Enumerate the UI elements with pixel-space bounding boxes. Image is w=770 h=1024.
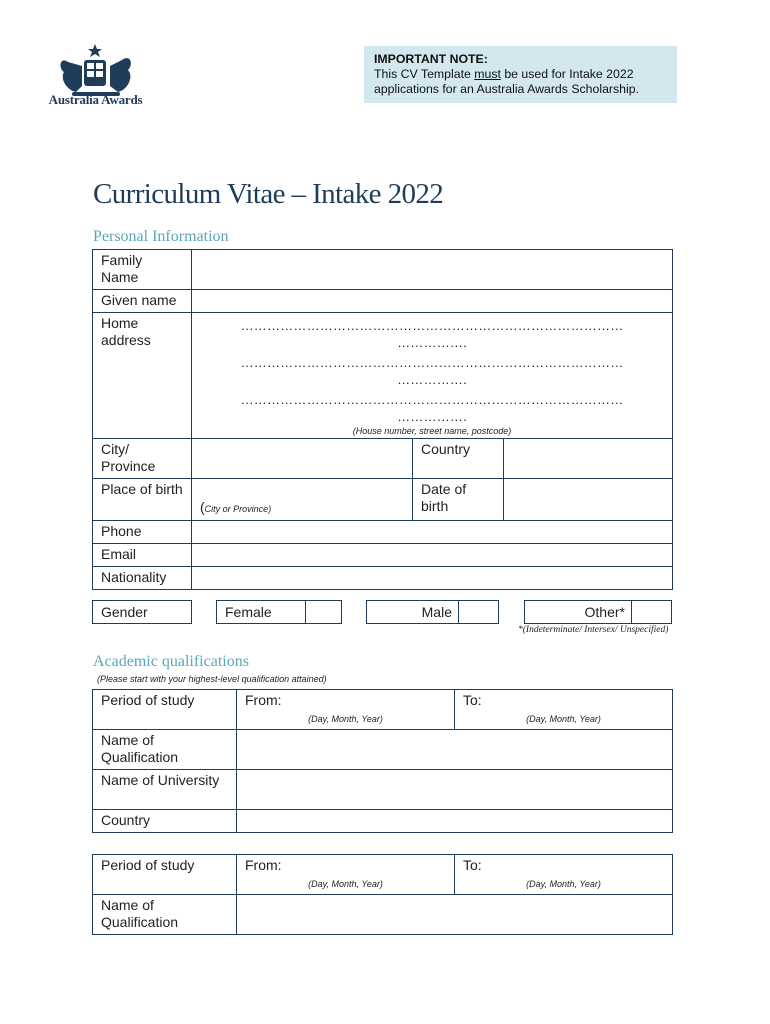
label-academic-country: Country (93, 810, 237, 833)
qualification-table-2 (92, 854, 673, 935)
label-phone: Phone (93, 521, 192, 544)
note-line1-pre: This CV Template (374, 67, 475, 81)
label-gender: Gender (101, 604, 148, 620)
label-city-province: City/ Province (93, 439, 192, 479)
female-label-box (216, 600, 306, 624)
address-dots-3b: ……………. (397, 409, 467, 424)
label-home-address: Home address (93, 313, 192, 439)
nationality-field[interactable] (192, 567, 673, 590)
label-email: Email (93, 544, 192, 567)
place-hint-paren: ( (200, 499, 205, 515)
address-dots-2: …………………………………………………………………………… (240, 355, 624, 370)
section-personal-heading: Personal Information (93, 228, 229, 245)
label-female: Female (225, 604, 272, 620)
important-note (364, 46, 677, 103)
label-male: Male (421, 604, 452, 620)
address-dots-2b: ……………. (397, 372, 467, 387)
to-date-hint-2: (Day, Month, Year) (526, 879, 601, 889)
female-checkbox[interactable] (305, 600, 342, 624)
male-checkbox[interactable] (458, 600, 499, 624)
address-dots-3: …………………………………………………………………………… (240, 392, 624, 407)
label-from-2: From: (245, 857, 282, 873)
note-line2: applications for an Australia Awards Scholarship. (374, 82, 639, 96)
given-name-field[interactable] (192, 290, 673, 313)
qualification-field[interactable] (237, 730, 673, 770)
label-place-of-birth: Place of birth (93, 479, 192, 521)
home-address-field[interactable] (192, 313, 673, 439)
family-name-field[interactable] (192, 250, 673, 290)
from-date-field-2[interactable] (237, 855, 455, 895)
date-of-birth-field[interactable] (504, 479, 673, 521)
other-checkbox[interactable] (631, 600, 672, 624)
to-date-field[interactable] (455, 690, 673, 730)
label-period-of-study-2: Period of study (93, 855, 237, 895)
place-of-birth-field[interactable] (192, 479, 413, 521)
label-from: From: (245, 692, 282, 708)
label-name-of-university: Name of University (93, 770, 237, 810)
qualification-field-2[interactable] (237, 895, 673, 935)
label-period-of-study: Period of study (93, 690, 237, 730)
gender-label-box (92, 600, 192, 624)
personal-info-table (92, 249, 673, 590)
label-given-name: Given name (93, 290, 192, 313)
label-to-2: To: (463, 857, 482, 873)
logo-text: Australia Awards (48, 92, 143, 107)
note-must: must (474, 67, 501, 81)
to-date-field-2[interactable] (455, 855, 673, 895)
place-hint: City or Province) (204, 504, 272, 514)
academic-note: (Please start with your highest-level qualification attained) (97, 674, 327, 684)
from-date-hint-2: (Day, Month, Year) (308, 879, 383, 889)
city-field[interactable] (192, 439, 413, 479)
university-field[interactable] (237, 770, 673, 810)
label-name-of-qualification: Name of Qualification (93, 730, 237, 770)
qualification-table-1 (92, 689, 673, 833)
label-country: Country (413, 439, 504, 479)
from-date-field[interactable] (237, 690, 455, 730)
address-dots-1b: ……………. (397, 335, 467, 350)
label-to: To: (463, 692, 482, 708)
label-other: Other* (584, 604, 625, 620)
gender-footnote: *(Indeterminate/ Intersex/ Unspecified) (518, 625, 669, 635)
country-field[interactable] (504, 439, 673, 479)
page-title: Curriculum Vitae – Intake 2022 (93, 178, 444, 210)
address-hint: (House number, street name, postcode) (352, 426, 512, 436)
address-dots-1: …………………………………………………………………………… (240, 318, 624, 333)
note-title: IMPORTANT NOTE: (374, 52, 488, 66)
email-field[interactable] (192, 544, 673, 567)
label-name-of-qualification-2: Name of Qualification (93, 895, 237, 935)
note-line1-post: be used for Intake 2022 (500, 67, 634, 81)
other-label-box (524, 600, 632, 624)
section-academic-heading: Academic qualifications (93, 653, 249, 670)
to-date-hint: (Day, Month, Year) (526, 714, 601, 724)
label-nationality: Nationality (93, 567, 192, 590)
from-date-hint: (Day, Month, Year) (308, 714, 383, 724)
academic-country-field[interactable] (237, 810, 673, 833)
male-label-box (366, 600, 459, 624)
label-family-name: Family Name (93, 250, 192, 290)
label-date-of-birth: Date of birth (413, 479, 504, 521)
phone-field[interactable] (192, 521, 673, 544)
